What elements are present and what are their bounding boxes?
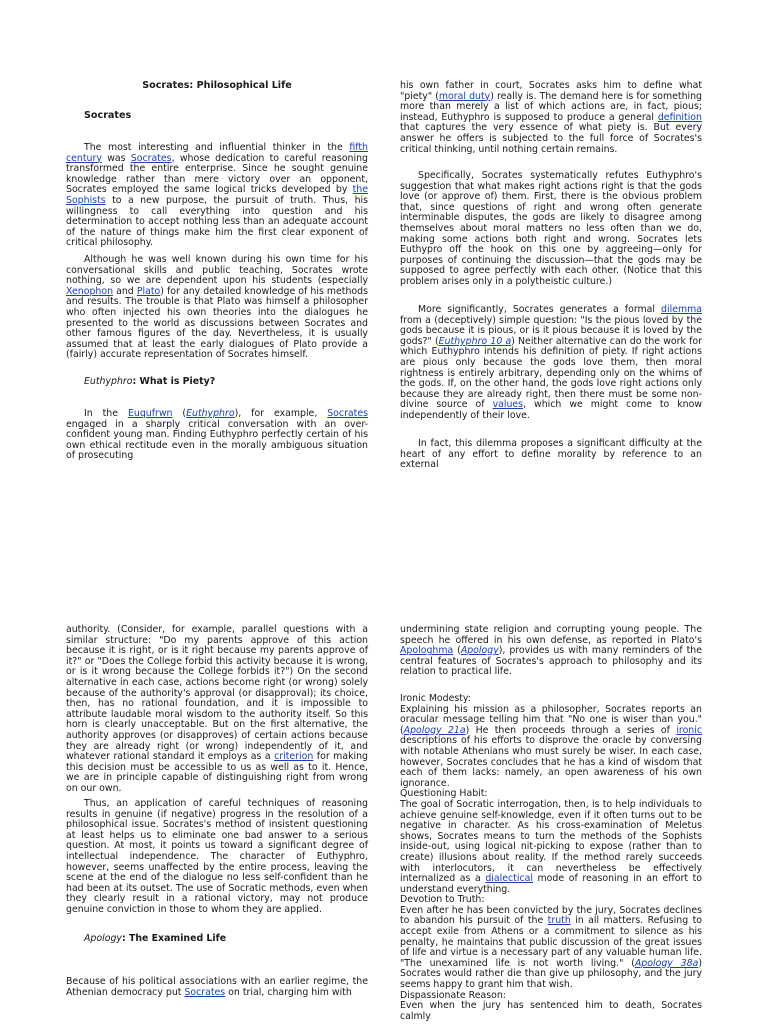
paragraph-trial: Because of his political associations with an earlier regime, the Athenian democracy put Socrates on trial, charging him with: [66, 976, 368, 998]
link-euthyphro-10a[interactable]: Euthyphro 10 a: [438, 335, 512, 347]
desc-questioning-habit: The goal of Socratic interrogation, then, is to help individuals to achieve genuine self-knowledge, even if it often turns out to be negative in character. As his cross-examination of Meletus shows, Socrates means to turn the methods of the Sophists inside-out, using logical nit-picking to expose (rather than to create) illusions about reality. If the method rarely succeeds with interlocutors, it can nevertheless be effectively internalized as a dialectical mode of reasoning in an effort to understand everything.: [400, 798, 703, 895]
section-heading-euthyphro: Euthyphro: What is Piety?: [84, 376, 216, 387]
link-socrates-2[interactable]: Socrates: [327, 408, 369, 419]
document-page-1: [0, 0, 768, 500]
paragraph-dilemma: More significantly, Socrates generates a formal dilemma from a (deceptively) simple question: "Is the pious loved by the gods because it is pious, or is it pious because it is loved by the gods?" (Euthyphro 10 a) Neither alternative can do the work for which Euthyphro intends his definition of piety. If right actions are pious only because the gods love them, then moral rightness is entirely arbitrary, depending only on the whims of the gods. If, on the other hand, the gods love right actions only because they are already right, then there must be some non-divine source of values, which we might come to know independently of their love.: [400, 304, 703, 421]
term-devotion-to-truth: Devotion to Truth:: [400, 894, 485, 906]
link-plato[interactable]: Plato: [136, 285, 161, 297]
paragraph-intro: The most interesting and influential thinker in the fifth century was Socrates, whose dedication to careful reasoning transformed the entire enterprise. Since he sought genuine knowledge rather than mere victory over an opponent, Socrates employed the same logical tricks developed by the Sophists to a new purpose, the pursuit of truth. Thus, his willingness to call everything into question and his determination to accept nothing less than an adequate account of the nature of things make him the first clear exponent of critical philosophy.: [66, 142, 368, 249]
link-apology[interactable]: Apology: [460, 645, 499, 657]
link-apology-38a[interactable]: Apology 38a: [634, 957, 699, 969]
link-definition[interactable]: definition: [657, 111, 702, 123]
link-dialectical[interactable]: dialectical: [485, 873, 533, 885]
link-xenophon[interactable]: Xenophon: [66, 285, 114, 297]
document-page-2: [0, 612, 768, 1024]
paragraph-euthyphro-intro: In the Euqufrwn (Euthyphro), for example, Socrates engaged in a sharply critical conversation with an over-confident young man. Finding Euthyphro perfectly certain of his own ethical rectitude even in the morally ambiguous situation of prosecuting: [66, 408, 369, 462]
paragraph-external-authority: In fact, this dilemma proposes a significant difficulty at the heart of any effort to define morality by reference to an external: [400, 438, 702, 471]
paragraph-defense: undermining state religion and corrupting young people. The speech he offered in his own defense, as reported in Plato's Apologhma (Apology), provides us with many reminders of the central features of Socrates's approach to philosophy and its relation to practical life.: [400, 624, 703, 678]
paragraph-application: Thus, an application of careful techniques of reasoning results in genuine (if negative) progress in the resolution of a philosophical issue. Socrates's method of insistent questioning at least helps us to eliminate one bad answer to a serious question. At most, it points us toward a significant degree of intellectual independence. The character of Euthyphro, however, seems unaffected by the entire process, leaving the scene at the end of the dialogue no less self-confident than he had been at its outset. The use of Socratic methods, even when they clearly result in a rational victory, may not produce genuine conviction in those to whom they are applied.: [66, 798, 368, 915]
section-heading-apology: Apology: The Examined Life: [84, 933, 227, 944]
link-moral-duty[interactable]: moral duty: [438, 90, 491, 102]
term-dispassionate-reason: Dispassionate Reason:: [400, 989, 506, 1001]
link-socrates-3[interactable]: Socrates: [184, 986, 226, 998]
link-euthyphro[interactable]: Euthyphro: [186, 408, 235, 419]
link-fifth-century[interactable]: fifth century: [66, 142, 368, 164]
link-dilemma[interactable]: dilemma: [661, 304, 702, 315]
link-the-sophists[interactable]: the Sophists: [66, 184, 368, 206]
link-apologhma[interactable]: Apologhma: [400, 645, 454, 657]
link-criterion[interactable]: criterion: [274, 751, 314, 763]
link-socrates[interactable]: Socrates: [130, 152, 172, 164]
link-apology-21a[interactable]: Apology 21a: [403, 724, 466, 736]
desc-devotion-to-truth: Even after he has been convicted by the jury, Socrates declines to abandon his pursuit of the truth in all matters. Refusing to accept exile from Athens or a commitment to silence as his penalty, he maintains that public discussion of the great issues of life and virtue is a necessary part of any valuable human life. "The unexamined life is not worth living." (Apology 38a) Socrates would rather die than give up philosophy, and the jury seems happy to grant him that wish.: [400, 904, 702, 991]
paragraph-authority: authority. (Consider, for example, parallel questions with a similar structure: "Do my parents approve of this action because it is right, or is it right because my parents approve of it?" or "Does the College forbid this activity because it is wrong, or is it wrong because the College forbids it?") On the second alternative in each case, actions become right (or wrong) solely because of the authority's approval (or disapproval); its choice, then, has no rational foundation, and it is impossible to attribute laudable moral wisdom to the authority itself. So this horn is clearly unacceptable. But on the first alternative, the authority approves (or disapproves) of certain actions because they are already right (or wrong) independently of it, and whatever rational standard it employs as a criterion for making this decision must be accessible to us as well as to it. Hence, we are in principle capable of distinguishing right from wrong on our own.: [66, 624, 368, 794]
section-heading-socrates: Socrates: [84, 110, 132, 121]
link-truth[interactable]: truth: [547, 915, 571, 927]
definition-list: [400, 694, 702, 1022]
paragraph-sources: Although he was well known during his own time for his conversational skills and public teaching, Socrates wrote nothing, so we are dependent upon his students (especially Xenophon and Plato) for any detailed knowledge of his methods and results. The trouble is that Plato was himself a philosopher who often injected his own theories into the dialogues he presented to the world as discussions between Socrates and other famous figures of the day. Nevertheless, it is usually assumed that at least the early dialogues of Plato provide a (fairly) accurate representation of Socrates himself.: [66, 254, 368, 361]
desc-dispassionate-reason: Even when the jury has sentenced him to death, Socrates calmly: [400, 1000, 702, 1022]
paragraph-refutation: Specifically, Socrates systematically refutes Euthyphro's suggestion that what makes right actions right is that the gods love (or approve of) them. First, there is the obvious problem that, since questions of right and wrong often generate interminable disputes, the gods are likely to disagree among themselves about moral matters no less often than we do, making some actions both right and wrong. Socrates lets Euthypro off the hook on this one by aggreeing—only for purposes of continuing the discussion—that the gods may be supposed to agree perfectly with each other. (Notice that this problem arises only in a polytheistic culture.): [400, 170, 702, 287]
document-title: Socrates: Philosophical Life: [142, 80, 292, 91]
link-ironic[interactable]: ironic: [676, 724, 703, 736]
term-questioning-habit: Questioning Habit:: [400, 788, 488, 800]
term-ironic-modesty: Ironic Modesty:: [400, 693, 471, 704]
link-values[interactable]: values: [492, 399, 524, 411]
link-euqufrwn[interactable]: Euqufrwn: [127, 408, 173, 419]
desc-ironic-modesty: Explaining his mission as a philosopher, Socrates reports an oracular message telling him that "No one is wiser than you." (Apology 21a) He then proceeds through a series of ironic descriptions of his efforts to disprove the oracle by conversing with notable Athenians who must surely be wiser. In each case, however, Socrates concludes that he has a kind of wisdom that each of them lacks: namely, an open awareness of his own ignorance.: [400, 703, 703, 789]
paragraph-piety-definition: his own father in court, Socrates asks him to define what "piety" (moral duty) really is. The demand here is for something more than merely a list of which actions are, in fact, pious; instead, Euthyphro is supposed to produce a general definition that captures the very essence of what piety is. But every answer he offers is subjected to the full force of Socrates's critical thinking, until nothing certain remains.: [400, 80, 703, 155]
